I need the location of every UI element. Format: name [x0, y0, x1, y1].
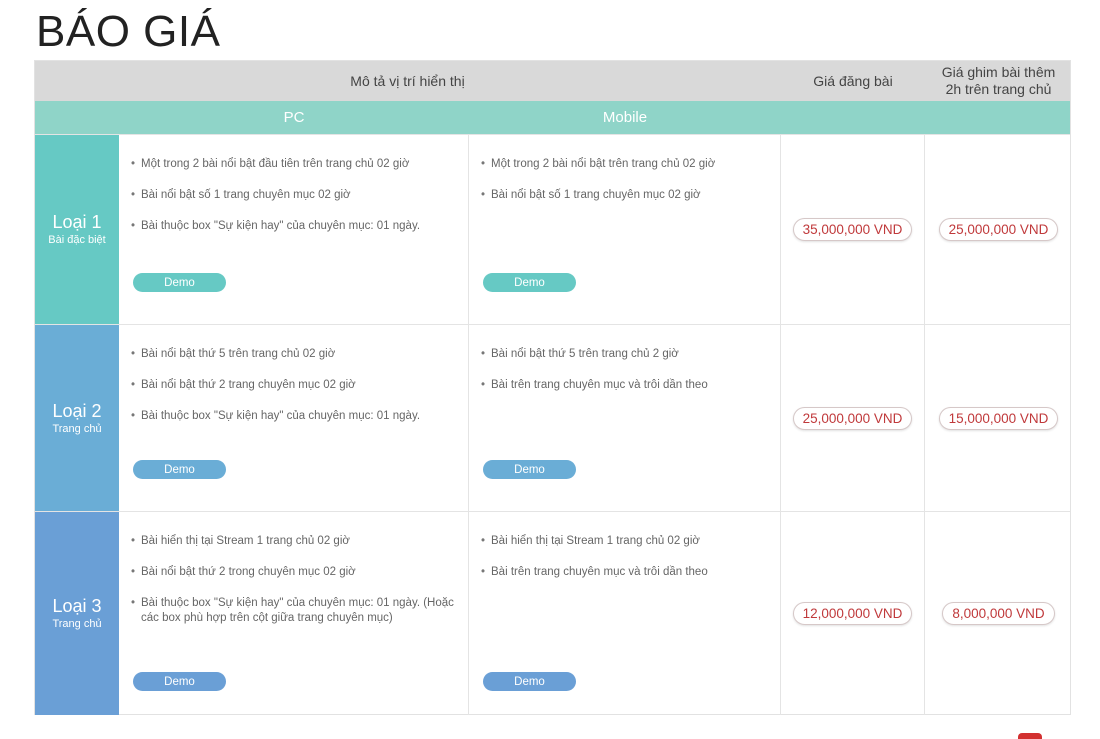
- header-price: Giá đăng bài: [813, 73, 893, 89]
- list-item: • Bài thuộc box "Sự kiện hay" của chuyên mục: 01 ngày.: [131, 409, 460, 424]
- table-row: [35, 134, 1070, 324]
- list-item: • Bài nổi bật số 1 trang chuyên mục 02 giờ: [481, 188, 772, 203]
- row-label-title: Loại 2: [52, 400, 102, 421]
- mobile-description-cell: [469, 512, 781, 715]
- pc-description-cell: [119, 325, 469, 511]
- list-item: • Bài hiển thị tại Stream 1 trang chủ 02 giờ: [131, 534, 460, 549]
- page-title: BÁO GIÁ: [36, 7, 221, 56]
- table-row: [35, 324, 1070, 511]
- mobile-description-cell: [469, 135, 781, 324]
- price-badge: 25,000,000 VND: [793, 407, 913, 430]
- demo-button[interactable]: Demo: [483, 273, 576, 292]
- demo-button[interactable]: Demo: [483, 672, 576, 691]
- pin-price-badge: 8,000,000 VND: [942, 602, 1054, 625]
- list-item: • Bài nổi bật số 1 trang chuyên mục 02 giờ: [131, 188, 460, 203]
- row-label-title: Loại 3: [52, 596, 102, 616]
- demo-button[interactable]: Demo: [133, 273, 226, 292]
- header-description: Mô tả vị trí hiển thị: [350, 73, 465, 89]
- list-item: • Một trong 2 bài nổi bật đầu tiên trên trang chủ 02 giờ: [131, 157, 460, 172]
- list-item: • Bài trên trang chuyên mục và trôi dần theo: [481, 378, 772, 393]
- demo-button[interactable]: Demo: [133, 460, 226, 479]
- list-item: • Bài thuộc box "Sự kiện hay" của chuyên mục: 01 ngày. (Hoặc các box phù hợp trên cột giữa trang chuyên mục): [131, 596, 460, 626]
- row-label-sub: Bài đặc biệt: [48, 234, 106, 246]
- price-cell: [781, 325, 925, 511]
- header-pin-line2: 2h trên trang chủ: [945, 81, 1052, 97]
- corner-decoration: [1018, 733, 1042, 739]
- pin-price-badge: 15,000,000 VND: [939, 407, 1059, 430]
- list-item: • Bài nổi bật thứ 2 trang chuyên mục 02 giờ: [131, 378, 460, 393]
- list-item: • Bài thuộc box "Sự kiện hay" của chuyên mục: 01 ngày.: [131, 219, 460, 234]
- price-cell: [781, 135, 925, 324]
- row-label: [35, 512, 119, 715]
- table-header: [35, 61, 1070, 101]
- row-label: [35, 135, 119, 324]
- pc-description-cell: [119, 512, 469, 715]
- demo-button[interactable]: Demo: [133, 672, 226, 691]
- demo-button[interactable]: Demo: [483, 460, 576, 479]
- row-label-title: Loại 1: [52, 212, 102, 232]
- pin-price-cell: [925, 135, 1072, 324]
- row-label-sub: Trang chủ: [52, 618, 102, 630]
- list-item: • Bài nổi bật thứ 2 trong chuyên mục 02 giờ: [131, 565, 460, 580]
- pc-description-cell: [119, 135, 469, 324]
- price-cell: [781, 512, 925, 715]
- table-row: [35, 511, 1070, 715]
- platform-subheader: [35, 101, 1070, 134]
- pin-price-cell: [925, 512, 1072, 715]
- list-item: • Bài nổi bật thứ 5 trên trang chủ 2 giờ: [481, 347, 772, 362]
- price-badge: 35,000,000 VND: [793, 218, 913, 241]
- header-pin-price: [925, 61, 1072, 101]
- pin-price-cell: [925, 325, 1072, 511]
- header-pin-line1: Giá ghim bài thêm: [941, 64, 1056, 80]
- subheader-mobile: Mobile: [602, 109, 648, 126]
- list-item: • Bài trên trang chuyên mục và trôi dần theo: [481, 565, 772, 580]
- price-badge: 12,000,000 VND: [793, 602, 913, 625]
- pricing-table: [34, 60, 1071, 715]
- pin-price-badge: 25,000,000 VND: [939, 218, 1059, 241]
- list-item: • Một trong 2 bài nổi bật trên trang chủ 02 giờ: [481, 157, 772, 172]
- mobile-description-cell: [469, 325, 781, 511]
- list-item: • Bài hiển thị tại Stream 1 trang chủ 02 giờ: [481, 534, 772, 549]
- subheader-pc: PC: [283, 109, 305, 126]
- row-label: [35, 325, 119, 511]
- list-item: • Bài nổi bật thứ 5 trên trang chủ 02 giờ: [131, 347, 460, 362]
- row-label-sub: Trang chủ: [52, 422, 102, 435]
